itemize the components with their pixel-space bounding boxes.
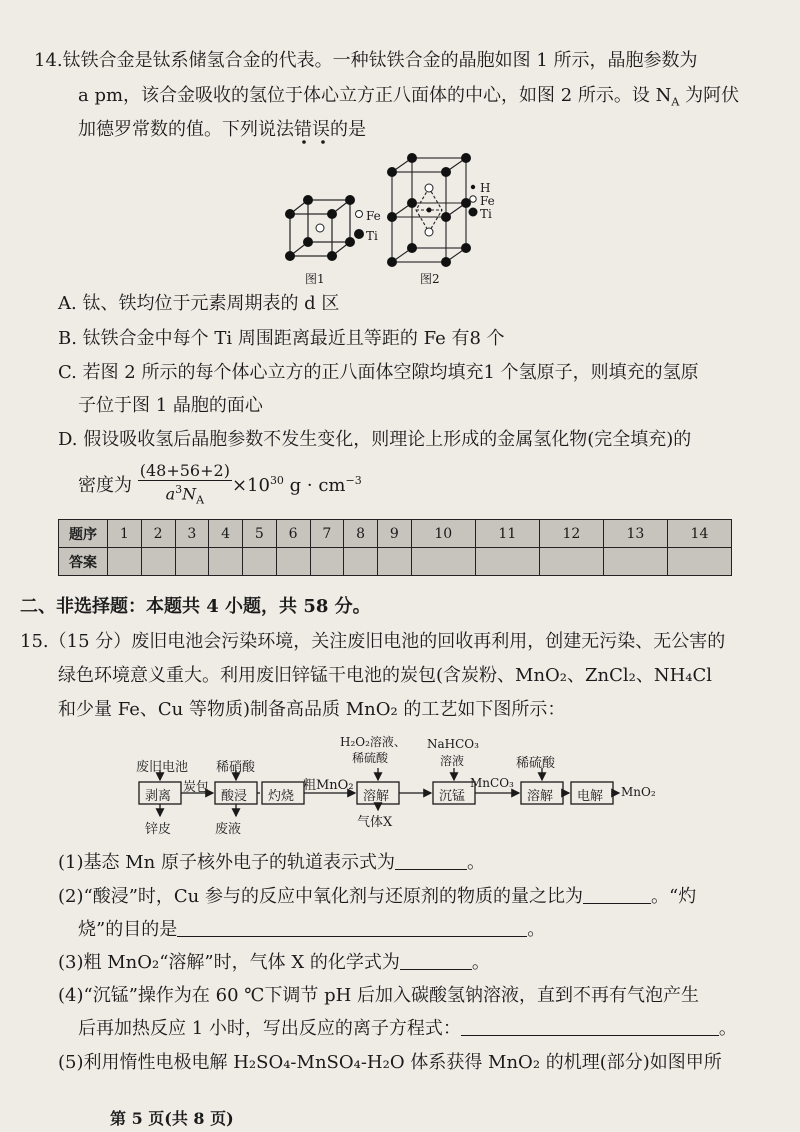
- q14-emphasis-wrong: 错误: [294, 119, 330, 140]
- answer-cell[interactable]: [411, 548, 475, 576]
- answer-cell[interactable]: [108, 548, 142, 576]
- flow-input-hno3: 稀硝酸: [216, 760, 256, 775]
- q14-option-c-line1: C. 若图 2 所示的每个体心立方的正八面体空隙均填充1 个氢原子，则填充的氢原: [58, 362, 699, 383]
- fig2-legend-fe: Fe: [480, 194, 495, 208]
- answer-cell[interactable]: [539, 548, 603, 576]
- flow-input-h2o2-1: H₂O₂溶液、: [340, 735, 406, 749]
- table-cell-number: 11: [475, 520, 539, 548]
- q15-sub2-text-c: 烧”的目的是: [78, 919, 178, 940]
- q14-stem-line2-tail: 为阿伏: [679, 85, 740, 106]
- q14-option-a: A. 钛、铁均位于元素周期表的 d 区: [58, 293, 340, 314]
- flow-box-dissolve-1: 溶解: [363, 789, 390, 804]
- flow-input-nahco3-2: 溶液: [440, 754, 465, 768]
- flow-output-waste: 废液: [215, 822, 242, 837]
- q15-sub2-text-a: (2)“酸浸”时，Cu 参与的反应中氧化剂与还原剂的物质的量之比为: [58, 886, 583, 907]
- q14-option-c-line2: 子位于图 1 晶胞的面心: [78, 395, 263, 416]
- page-footer: 第 5 页(共 8 页): [110, 1109, 234, 1128]
- density-denominator: [138, 481, 232, 510]
- answer-cell[interactable]: [310, 548, 344, 576]
- table-cell-number: 13: [603, 520, 667, 548]
- flow-box-electrolysis: 电解: [577, 789, 604, 804]
- answer-blank[interactable]: [400, 951, 472, 970]
- q15-sub1: [58, 850, 485, 876]
- flow-input-h2so4: 稀硫酸: [516, 756, 556, 771]
- fig2-legend-dots: [468, 182, 478, 222]
- fig2-caption: 图2: [420, 272, 440, 286]
- fig2-legend-h: H: [480, 181, 491, 195]
- fig1-legend-ti: Ti: [366, 229, 378, 243]
- answer-table: [58, 519, 732, 576]
- q15-sub2: [58, 884, 696, 910]
- flow-arrow-mnco3: MnCO₃: [470, 776, 514, 790]
- table-cell-number: 9: [378, 520, 412, 548]
- table-cell-number: 10: [411, 520, 475, 548]
- answer-cell[interactable]: [175, 548, 209, 576]
- table-cell-number: 3: [175, 520, 209, 548]
- crystal-figure-2: [380, 150, 480, 272]
- table-cell-number: 4: [209, 520, 243, 548]
- flow-output-gas-x: 气体X: [357, 815, 393, 830]
- answer-cell[interactable]: [243, 548, 277, 576]
- flow-arrow-carbon: 炭包: [183, 780, 210, 795]
- q15-sub3-text: (3)粗 MnO₂“溶解”时，气体 X 的化学式为: [58, 952, 400, 973]
- q14-line1: [34, 48, 698, 74]
- q14-na-sub: A: [671, 95, 680, 109]
- q15-line2: 绿色环境意义重大。利用废旧锌锰干电池的炭包(含炭粉、MnO₂、ZnCl₂、NH₄Cl: [58, 665, 713, 686]
- flow-box-dissolve-2: 溶解: [527, 789, 554, 804]
- q15-sub4-text-b: 后再加热反应 1 小时，写出反应的离子方程式：: [78, 1018, 461, 1039]
- q14-option-d-line1: D. 假设吸收氢后晶胞参数不发生变化，则理论上形成的金属氢化物(完全填充)的: [58, 429, 692, 450]
- answer-table-head-seq: 题序: [59, 520, 108, 548]
- q15-sub1-end: 。: [466, 852, 485, 873]
- answer-blank[interactable]: [583, 885, 651, 904]
- table-cell-number: 1: [108, 520, 142, 548]
- answer-cell[interactable]: [667, 548, 731, 576]
- table-cell-number: 12: [539, 520, 603, 548]
- flow-input-battery: 废旧电池: [136, 760, 189, 775]
- q15-sub5: (5)利用惰性电极电解 H₂SO₄-MnSO₄-H₂O 体系获得 MnO₂ 的机理(部分)如图甲所: [58, 1052, 722, 1073]
- density-power: ×10: [231, 475, 270, 496]
- density-numerator: (48+56+2): [139, 461, 230, 481]
- q15-sub3: [58, 950, 490, 976]
- q14-density-label: 密度为: [78, 475, 132, 496]
- flow-arrow-crude: 粗MnO₂: [303, 778, 354, 793]
- answer-table-header-row: [59, 520, 732, 548]
- flow-box-precip: 沉锰: [439, 789, 466, 804]
- q14-stem-line1: 钛铁合金是钛系储氢合金的代表。一种钛铁合金的晶胞如图 1 所示，晶胞参数为: [62, 50, 698, 71]
- q15-sub2-text-b: 。“灼: [651, 886, 697, 907]
- answer-cell[interactable]: [141, 548, 175, 576]
- q14-stem-line3b: 的是: [330, 119, 366, 140]
- density-unit-exp: −3: [345, 474, 362, 487]
- q14-option-d-line2: [78, 461, 362, 510]
- den-a: a: [165, 484, 176, 504]
- q14-line2: [78, 83, 739, 116]
- flow-box-strip: 剥离: [145, 789, 172, 804]
- q15-sub1-text: (1)基态 Mn 原子核外电子的轨道表示式为: [58, 852, 395, 873]
- q14-option-b: B. 钛铁合金中每个 Ti 周围距离最近且等距的 Fe 有8 个: [58, 328, 505, 349]
- density-unit: g · cm: [283, 475, 346, 496]
- table-cell-number: 8: [344, 520, 378, 548]
- answer-cell[interactable]: [603, 548, 667, 576]
- answer-cell[interactable]: [475, 548, 539, 576]
- section-2-heading: 二、非选择题：本题共 4 小题，共 58 分。: [20, 596, 371, 617]
- flow-box-burn: 灼烧: [268, 789, 295, 804]
- flow-input-h2o2-2: 稀硫酸: [352, 751, 389, 765]
- q15-sub2-line2: [78, 917, 545, 943]
- q14-number: 14.: [34, 50, 63, 71]
- fig1-legend-dots: [354, 208, 364, 248]
- flow-output-mno2: MnO₂: [621, 785, 656, 799]
- flow-input-nahco3-1: NaHCO₃: [427, 737, 479, 751]
- answer-blank[interactable]: [395, 851, 467, 870]
- den-n: N: [182, 484, 197, 504]
- answer-cell[interactable]: [378, 548, 412, 576]
- q15-sub2-end: 。: [527, 919, 546, 940]
- table-cell-number: 7: [310, 520, 344, 548]
- q14-stem-line3a: 加德罗常数的值。下列说法: [78, 119, 294, 140]
- table-cell-number: 2: [141, 520, 175, 548]
- answer-table-answer-row: [59, 548, 732, 576]
- density-power-exp: 30: [269, 474, 284, 487]
- q15-sub3-end: 。: [471, 952, 490, 973]
- density-fraction: [138, 462, 232, 510]
- q15-sub4: (4)“沉锰”操作为在 60 ℃下调节 pH 后加入碳酸氢钠溶液，直到不再有气泡产生: [58, 985, 700, 1006]
- den-n-sub: A: [196, 493, 205, 507]
- emphasis-dots: [298, 138, 338, 146]
- answer-blank[interactable]: [177, 918, 527, 937]
- table-cell-number: 6: [276, 520, 310, 548]
- fig2-legend-ti: Ti: [480, 207, 492, 221]
- table-cell-number: 5: [243, 520, 277, 548]
- q15-sub4-line2: [78, 1016, 737, 1042]
- q15-line1: 15.（15 分）废旧电池会污染环境，关注废旧电池的回收再利用，创建无污染、无公害的: [20, 631, 726, 652]
- answer-blank[interactable]: [461, 1017, 719, 1036]
- fig1-caption: 图1: [305, 272, 325, 286]
- den-a-exp: 3: [175, 483, 183, 497]
- answer-cell[interactable]: [276, 548, 310, 576]
- fig1-legend-fe: Fe: [366, 209, 381, 223]
- table-cell-number: 14: [667, 520, 731, 548]
- flow-box-leach: 酸浸: [221, 789, 248, 804]
- flow-output-zinc: 锌皮: [145, 822, 172, 837]
- q15-sub4-end: 。: [718, 1018, 737, 1039]
- q14-stem-line2: a pm，该合金吸收的氢位于体心立方正八面体的中心，如图 2 所示。设 N: [78, 85, 672, 106]
- answer-cell[interactable]: [344, 548, 378, 576]
- answer-table-head-answer: 答案: [59, 548, 108, 576]
- answer-cell[interactable]: [209, 548, 243, 576]
- q15-line3: 和少量 Fe、Cu 等物质)制备高品质 MnO₂ 的工艺如下图所示：: [58, 699, 566, 720]
